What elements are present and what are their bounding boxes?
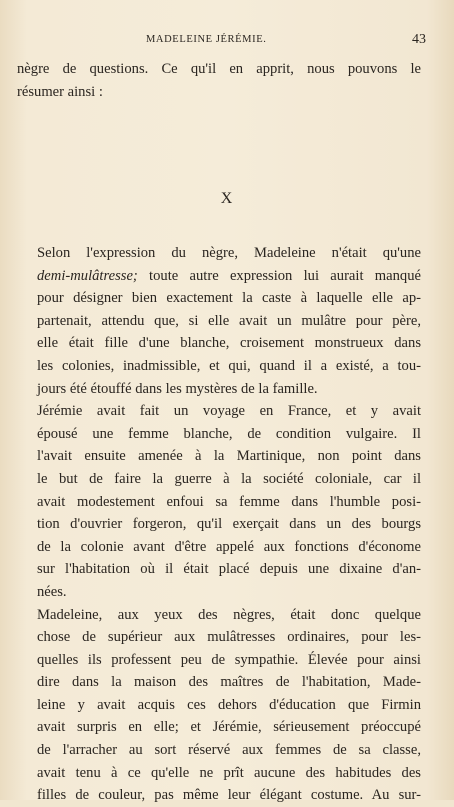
page-number: 43: [412, 32, 426, 47]
text-line: sur l'habitation où il était placé depuis une dixaine d'an-: [37, 561, 421, 578]
text-line: épousé une femme blanche, de condition vulgaire. Il: [37, 425, 421, 442]
text-line: avait modestement enfoui sa femme dans l'humble posi-: [37, 493, 421, 510]
text-line: nègre de questions. Ce qu'il en apprit, nous pouvons le: [17, 61, 421, 77]
text-line: l'avait ensuite amenée à la Martinique, non point dans: [37, 448, 421, 465]
chapter-body: [17, 242, 421, 807]
text-line: [17, 265, 421, 288]
text-line: dire dans la maison des maîtres de l'habitation, Made-: [37, 674, 421, 691]
text-line: résumer ainsi :: [17, 83, 103, 100]
paragraph: [17, 242, 421, 400]
text-line: quelles ils professent peu de sympathie. Élevée pour ainsi: [37, 651, 421, 668]
text-line: le but de faire la guerre à la société coloniale, car il: [37, 470, 421, 487]
text-line: les colonies, inadmissible, et qui, quand il a existé, a tou-: [37, 357, 421, 374]
text-line: de la colonie avant d'être appelé aux fonctions d'économe: [37, 538, 421, 555]
running-title: MADELEINE JÉRÉMIE.: [146, 34, 267, 45]
text-line: Selon l'expression du nègre, Madeleine n'était qu'une: [37, 245, 421, 261]
text-line: Madeleine, aux yeux des nègres, était donc quelque: [37, 606, 421, 623]
text-line: de l'arracher au sort réservé aux femmes de sa classe,: [37, 742, 421, 759]
text-line: jours été étouffé dans les mystères de la famille.: [37, 380, 318, 397]
text-line: filles de couleur, pas même leur élégant costume. Au sur-: [37, 787, 421, 804]
paragraph: [17, 400, 421, 603]
text-line: pour désigner bien exactement la caste à laquelle elle ap-: [37, 290, 421, 307]
opening-text: [17, 58, 421, 103]
chapter-heading: X: [220, 190, 234, 207]
italic-phrase: demi-mulâtresse;: [37, 267, 138, 284]
text-line: tion d'ouvrier forgeron, qu'il exerçait dans un des bourgs: [37, 516, 421, 533]
text-line: avait surpris en elle; et Jérémie, sérieusement préoccupé: [37, 719, 421, 736]
text-line: avait tenu à ce qu'elle ne prît aucune des habitudes des: [37, 764, 421, 781]
text-line: partenait, attendu que, si elle avait un mulâtre pour père,: [37, 312, 421, 329]
paragraph: [17, 58, 421, 103]
text-line: elle était fille d'une blanche, croisement monstrueux dans: [37, 335, 421, 352]
paragraph: [17, 604, 421, 807]
text-line: Jérémie avait fait un voyage en France, et y avait: [37, 403, 421, 420]
text-line: nées.: [37, 583, 67, 600]
text-line: chose de supérieur aux mulâtresses ordinaires, pour les-: [37, 629, 421, 646]
text-line: leine y avait acquis ces dehors d'éducation que Firmin: [37, 696, 421, 713]
page-header: [0, 32, 454, 52]
text-fragment: toute autre expression lui aurait manqué: [137, 267, 421, 284]
